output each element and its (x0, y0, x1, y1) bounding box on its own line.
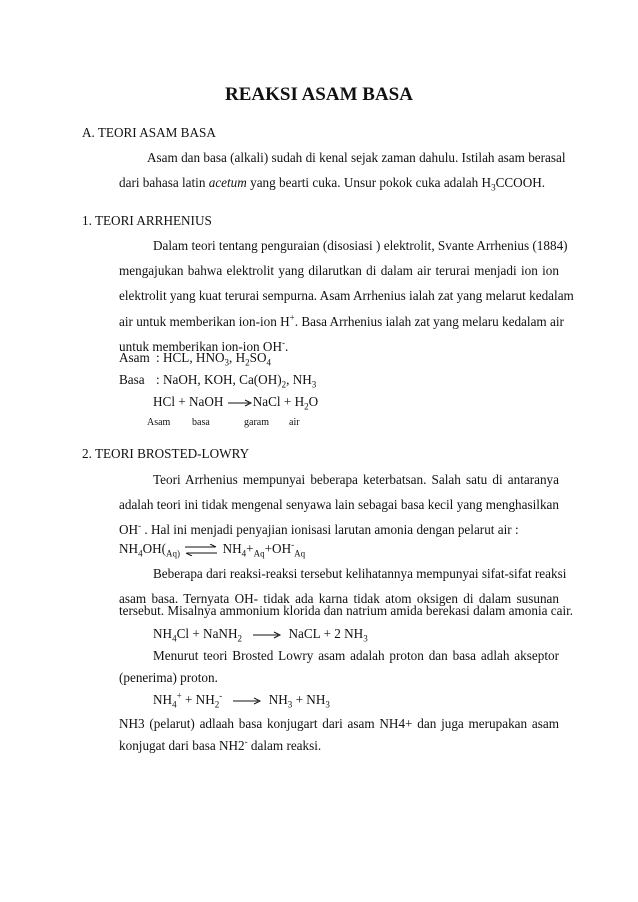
base-examples-label: Basa (119, 372, 145, 387)
section-2-para-line-1: Teori Arrhenius mempunyai beberapa keterbatsan. Salah satu di antaranya (153, 472, 559, 487)
section-1-para-line-5: untuk memberikan ion-ion OH-. (119, 337, 289, 354)
section-2-para-line-9: NH3 (pelarut) adlaah basa konjugart dari asam NH4+ dan juga merupakan asam (119, 716, 559, 731)
label-garam: garam (244, 417, 269, 428)
section-2-para-line-5: asam basa. Ternyata OH- tidak ada karna tidak atom oksigen di dalam susunan (119, 591, 559, 606)
section-2-para-line-2: adalah teori ini tidak mengenal senyawa lain sebagai basa kecil yang menghasilkan (119, 497, 559, 512)
section-2-para-line-3: OH- . Hal ini menjadi penyajian ionisasi larutan amonia dengan pelarut air : (119, 520, 519, 537)
acid-examples-label: Asam (119, 350, 150, 365)
section-a-heading: A. TEORI ASAM BASA (82, 125, 216, 140)
label-air: air (289, 417, 300, 428)
proton-transfer-equation: $NH_4^+ + NH_2^-$ $NH_3 + NH_3$ (153, 690, 330, 710)
base-examples: : NaOH, KOH, $Ca(OH)_2$, $NH_3$ (156, 372, 317, 390)
section-2-para-line-4: Beberapa dari reaksi-reaksi tersebut kelihatannya mempunyai sifat-sifat reaksi (153, 566, 567, 581)
label-asam: Asam (147, 417, 171, 428)
section-2-para-line-10: konjugat dari basa NH2- dalam reaksi. (119, 736, 322, 753)
right-arrow-icon (252, 631, 282, 639)
section-2-para-line-7: Menurut teori Brosted Lowry asam adalah proton dan basa adlah akseptor (153, 648, 559, 663)
arrhenius-equation: HCl + NaOH NaCl + $H_2O$ (153, 394, 319, 412)
section-2-para-line-6: tersebut. Misalnya ammonium klorida dan natrium amida berekasi dalam amonia cair. (119, 603, 574, 618)
section-1-para-line-2: mengajukan bahwa elektrolit yang dilarutkan di dalam air terurai menjadi ion ion (119, 263, 559, 278)
section-a-line-1: Asam dan basa (alkali) sudah di kenal sejak zaman dahulu. Istilah asam berasal (147, 150, 566, 165)
ammonium-chloride-equation: $NH_4Cl$ + NaNH$_2$ NaCL + 2 $NH_3$ (153, 626, 368, 644)
right-arrow-icon (232, 697, 262, 705)
equilibrium-arrow-icon (183, 544, 219, 556)
acid-examples: : HCL, $HNO_3$, $H_2SO_4$ (156, 350, 271, 368)
right-arrow-icon (227, 399, 253, 407)
section-1-para-line-3: elektrolit yang kuat terurai sempurna. Asam Arrhenius ialah zat yang melarut kedalam (119, 288, 574, 303)
label-basa: basa (192, 417, 210, 428)
section-1-heading: 1. TEORI ARRHENIUS (82, 213, 212, 228)
section-a-line-2: dari bahasa latin acetum yang bearti cuka. Unsur pokok cuka adalah $H_3CCOOH$. (119, 175, 546, 193)
section-1-para-line-1: Dalam teori tentang penguraian (disosiasi ) elektrolit, Svante Arrhenius (1884) (153, 238, 568, 253)
section-1-para-line-4: air untuk memberikan ion-ion H+. Basa Arrhenius ialah zat yang melaru kedalam air (119, 312, 564, 329)
page-title: REAKSI ASAM BASA (225, 84, 413, 105)
section-2-heading: 2. TEORI BROSTED-LOWRY (82, 446, 250, 461)
ammonia-equilibrium: $NH_4OH(_{Aq)}$ $NH_4+_{Aq}+OH^-_{Aq}$ (119, 539, 306, 559)
section-2-para-line-8: (penerima) proton. (119, 670, 218, 685)
